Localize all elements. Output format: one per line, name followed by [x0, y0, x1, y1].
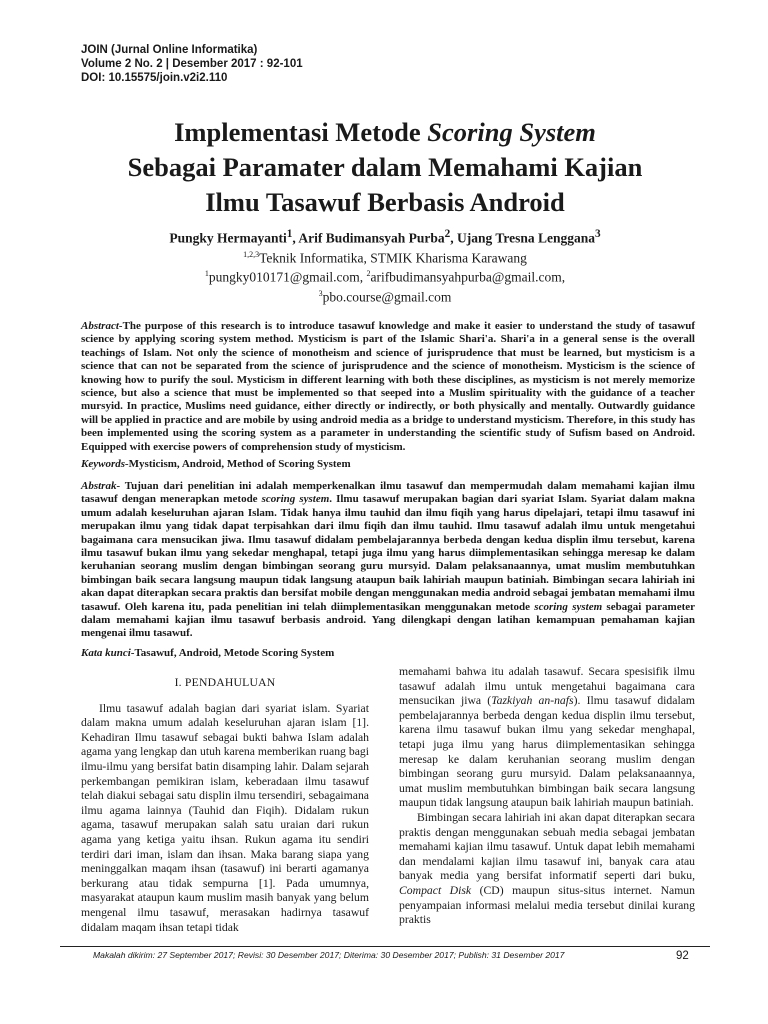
paragraph-2-italic: Tazkiyah an-nafs: [491, 694, 574, 708]
emails-line1: [60, 266, 710, 286]
page-number: 92: [676, 950, 689, 962]
emails-line2: [60, 286, 710, 306]
author-1: Pungky Hermayanti: [169, 230, 287, 246]
abstract-id-text-3: sebagai parameter dalam memahami kajian ilmu tasawuf berbasis android. Yang dilengkapi dengan latihan kemampuan pemahaman kajian mengenai ilmu tasawuf.: [81, 600, 696, 640]
body-column-left: [81, 676, 369, 935]
affiliation: [60, 247, 710, 267]
title-line2: Sebagai Paramater dalam Memahami Kajian: [127, 152, 643, 182]
email-1: pungky010171@gmail.com,: [208, 269, 367, 285]
abstract-id-italic-1: scoring system: [261, 493, 330, 506]
email2-sup: 2: [366, 269, 371, 278]
abstract-id-text-1: Tujuan dari penelitian ini adalah memperkenalkan ilmu tasawuf dan mempermudah dalam memahami kajian ilmu tasawuf dengan menerapkan metode: [81, 480, 695, 506]
section-heading: I. PENDAHULUAN: [174, 676, 276, 689]
abstract-en-label: Abstract-: [81, 320, 123, 332]
author-names: [60, 226, 710, 247]
keywords-indonesian: [81, 647, 695, 659]
paper-title: [60, 115, 710, 220]
keywords-en-text: Mysticism, Android, Method of Scoring System: [128, 458, 351, 470]
paragraph-2: [399, 665, 695, 811]
abstract-id-italic-2: scoring system: [534, 600, 603, 613]
email-2: arifbudimansyahpurba@gmail.com,: [370, 269, 566, 285]
title-line3: Ilmu Tasawuf Berbasis Android: [205, 187, 565, 217]
email1-sup: 1: [204, 269, 209, 278]
footer-divider: [60, 946, 710, 947]
author-block: [60, 226, 710, 305]
affiliation-text: Teknik Informatika, STMIK Kharisma Karawang: [259, 250, 527, 265]
journal-volume: Volume 2 No. 2 | Desember 2017 : 92-101: [81, 58, 303, 70]
paragraph-3-italic: Compact Disk: [399, 883, 472, 897]
paragraph-3: [399, 811, 695, 928]
abstract-english: [81, 320, 695, 454]
abstract-id-label: Abstrak-: [81, 480, 121, 492]
paragraph-3-a: Bimbingan secara lahiriah ini akan dapat diterapkan secara praktis dengan menggunakan sebuah media sebagai jembatan memahami kajian ilmu tasawuf. Untuk dapat lebih memahami dan mendalami kajian ilmu tasawuf ini, banyak cara atau banyak media yang bersifat informatif seperti dari buku,: [399, 810, 695, 883]
paragraph-2-b: ). Ilmu tasawuf didalam pembelajarannya berbeda dengan kedua displin ilmu tersebut, karena ilmu tasawuf bukan ilmu yang sekedar menghapal, tetapi juga ilmu yang harus diimplementasikan sehingga meresap ke dalam keruhanian seorang muslim dengan bimbingan seorang guru mursyid. Dalam pelaksanaannya, umat muslim membutuhkan bimbingan baik secara langsung maupun tidak langsung ataupun baik lahiriah maupun batiniah.: [399, 694, 695, 810]
author-2-sup: 2: [444, 228, 451, 240]
footer-dates: Makalah dikirim: 27 September 2017; Revisi: 30 Desember 2017; Diterima: 30 Desember 2017; Publish: 31 Desember 2017: [93, 950, 565, 960]
journal-name: JOIN (Jurnal Online Informatika): [81, 44, 258, 56]
keywords-en-label: Keywords-: [81, 458, 129, 470]
paragraph-3-b: (CD) maupun situs-situs internet. Namun penyampaian informasi melalui media tersebut dinilai kurang praktis: [399, 883, 695, 927]
affiliation-sup: 1,2,3: [243, 249, 260, 259]
email3-sup: 3: [318, 288, 323, 298]
keywords-english: [81, 458, 695, 470]
keywords-id-label: Kata kunci-: [81, 647, 135, 659]
abstract-en-text: The purpose of this research is to introduce tasawuf knowledge and make it easier to understand the study of tasawuf science by applying scoring system method. Mysticism is part of the Islamic Shari'a. Shari'a in a general sense is the overall teachings of Islam. Not only the science of monotheism and science of jurisprudence that must be learned, but mysticism is a science that can not be separated from the science of jurisprudence and the science of monotheism. Mysticism is the science of knowing how to purify the soul. Mysticism in different learning with both these disciplines, as mysticism is not merely memorize science, but also a science that must be implemented so that seeped into a Muslim spirituality with the guidance of a teacher mursyid. In practice, Muslims need guidance, either directly or indirectly, or both physically and mentally. Outwardly guidance will be applied in practice and are mobile by using android media as a bridge to understand mysticism. Therefore, in this study has been implemented using the scoring system as a parameter in understanding the scientific study of Sufism based on Android. Equipped with exercise powers of comprehension study of mysticism.: [81, 320, 695, 453]
abstract-id-text-2: . Ilmu tasawuf merupakan bagian dari syariat Islam. Syariat dalam makna umum adalah keseluruhan ajaran Islam. Tidak hanya ilmu tauhid dan ilmu fiqih yang harus dipelajari, tetapi ilmu tasawuf ini merupakan ilmu yang tidak dapat terpisahkan dari ilmu fiqih dan ilmu tauhid. Ilmu tasawuf adalah ilmu untuk mengetahui bagaimana cara mensucikan jiwa. Ilmu tasawuf didalam pembelajarannya berbeda dengan kedua displin ilmu tersebut, karena ilmu tasawuf bukan ilmu yang sekedar menghapal, tetapi juga ilmu yang harus diimplementasikan sehingga meresap ke dalam keruhanian seorang muslim dengan bimbingan seorang guru mursyid. Dalam pelaksanaannya, umat muslim membutuhkan bimbingan baik secara langsung maupun tidak langsung ataupun baik lahiriah maupun batiniah. Bimbingan secara lahiriah ini akan dapat diterapkan secara praktis dan bersifat mobile dengan menggunakan media android sebagai jembatan memahami ilmu tasawuf. Oleh karena itu, pada penelitian ini telah diimplementasikan menggunakan metode: [81, 493, 695, 613]
body-column-right: [399, 665, 695, 928]
journal-header: [81, 43, 303, 85]
email-3: pbo.course@gmail.com: [322, 289, 452, 304]
keywords-id-text: Tasawuf, Android, Metode Scoring System: [134, 647, 335, 659]
journal-doi: DOI: 10.15575/join.v2i2.110: [81, 72, 228, 84]
author-1-sup: 1: [286, 228, 293, 240]
title-part1: Implementasi Metode: [174, 117, 428, 147]
author-3: , Ujang Tresna Lenggana: [450, 230, 596, 246]
paragraph-1: Ilmu tasawuf adalah bagian dari syariat islam. Syariat dalam makna umum adalah keseluruhan ajaran islam [1]. Kehadiran Ilmu tasawuf sebagai bukti bahwa Islam adalah agama yang lengkap dan utuh karena memberikan ruang bagi ilmu-ilmu yang bersifat batin disamping lahir. Dalam sejarah perkembangan pemikiran islam, keberadaan ilmu tasawuf telah diakui sebagai satu displin ilmu tersendiri, sebagaimana ilmu agama lainnya (Tauhid dan Fiqih). Didalam rukun agama, tasawuf merupakan salah satu uraian dari rukun agama yang ketiga yaitu ihsan. Rukun agama itu sendiri terdiri dari iman, islam dan ihsan. Maka barang siapa yang meninggalkan maqam ihsan (tasawuf) ini berarti agamanya berkurang atau tidak sempurna [1]. Pada umumnya, masyarakat ataupun kaum muslim masih banyak yang belum mengenal ilmu tasawuf, merasakan hadirnya tasawuf didalam maqam ihsan tetapi tidak: [81, 701, 369, 934]
title-part1-italic: Scoring System: [427, 117, 596, 147]
author-2: , Arif Budimansyah Purba: [292, 230, 445, 246]
paragraph-2-a: memahami bahwa itu adalah tasawuf. Secara spesisifik ilmu tasawuf adalah ilmu untuk mengetahui bagaimana cara mensucikan jiwa (: [399, 665, 695, 708]
abstract-indonesian: [81, 480, 695, 641]
author-3-sup: 3: [595, 228, 601, 240]
